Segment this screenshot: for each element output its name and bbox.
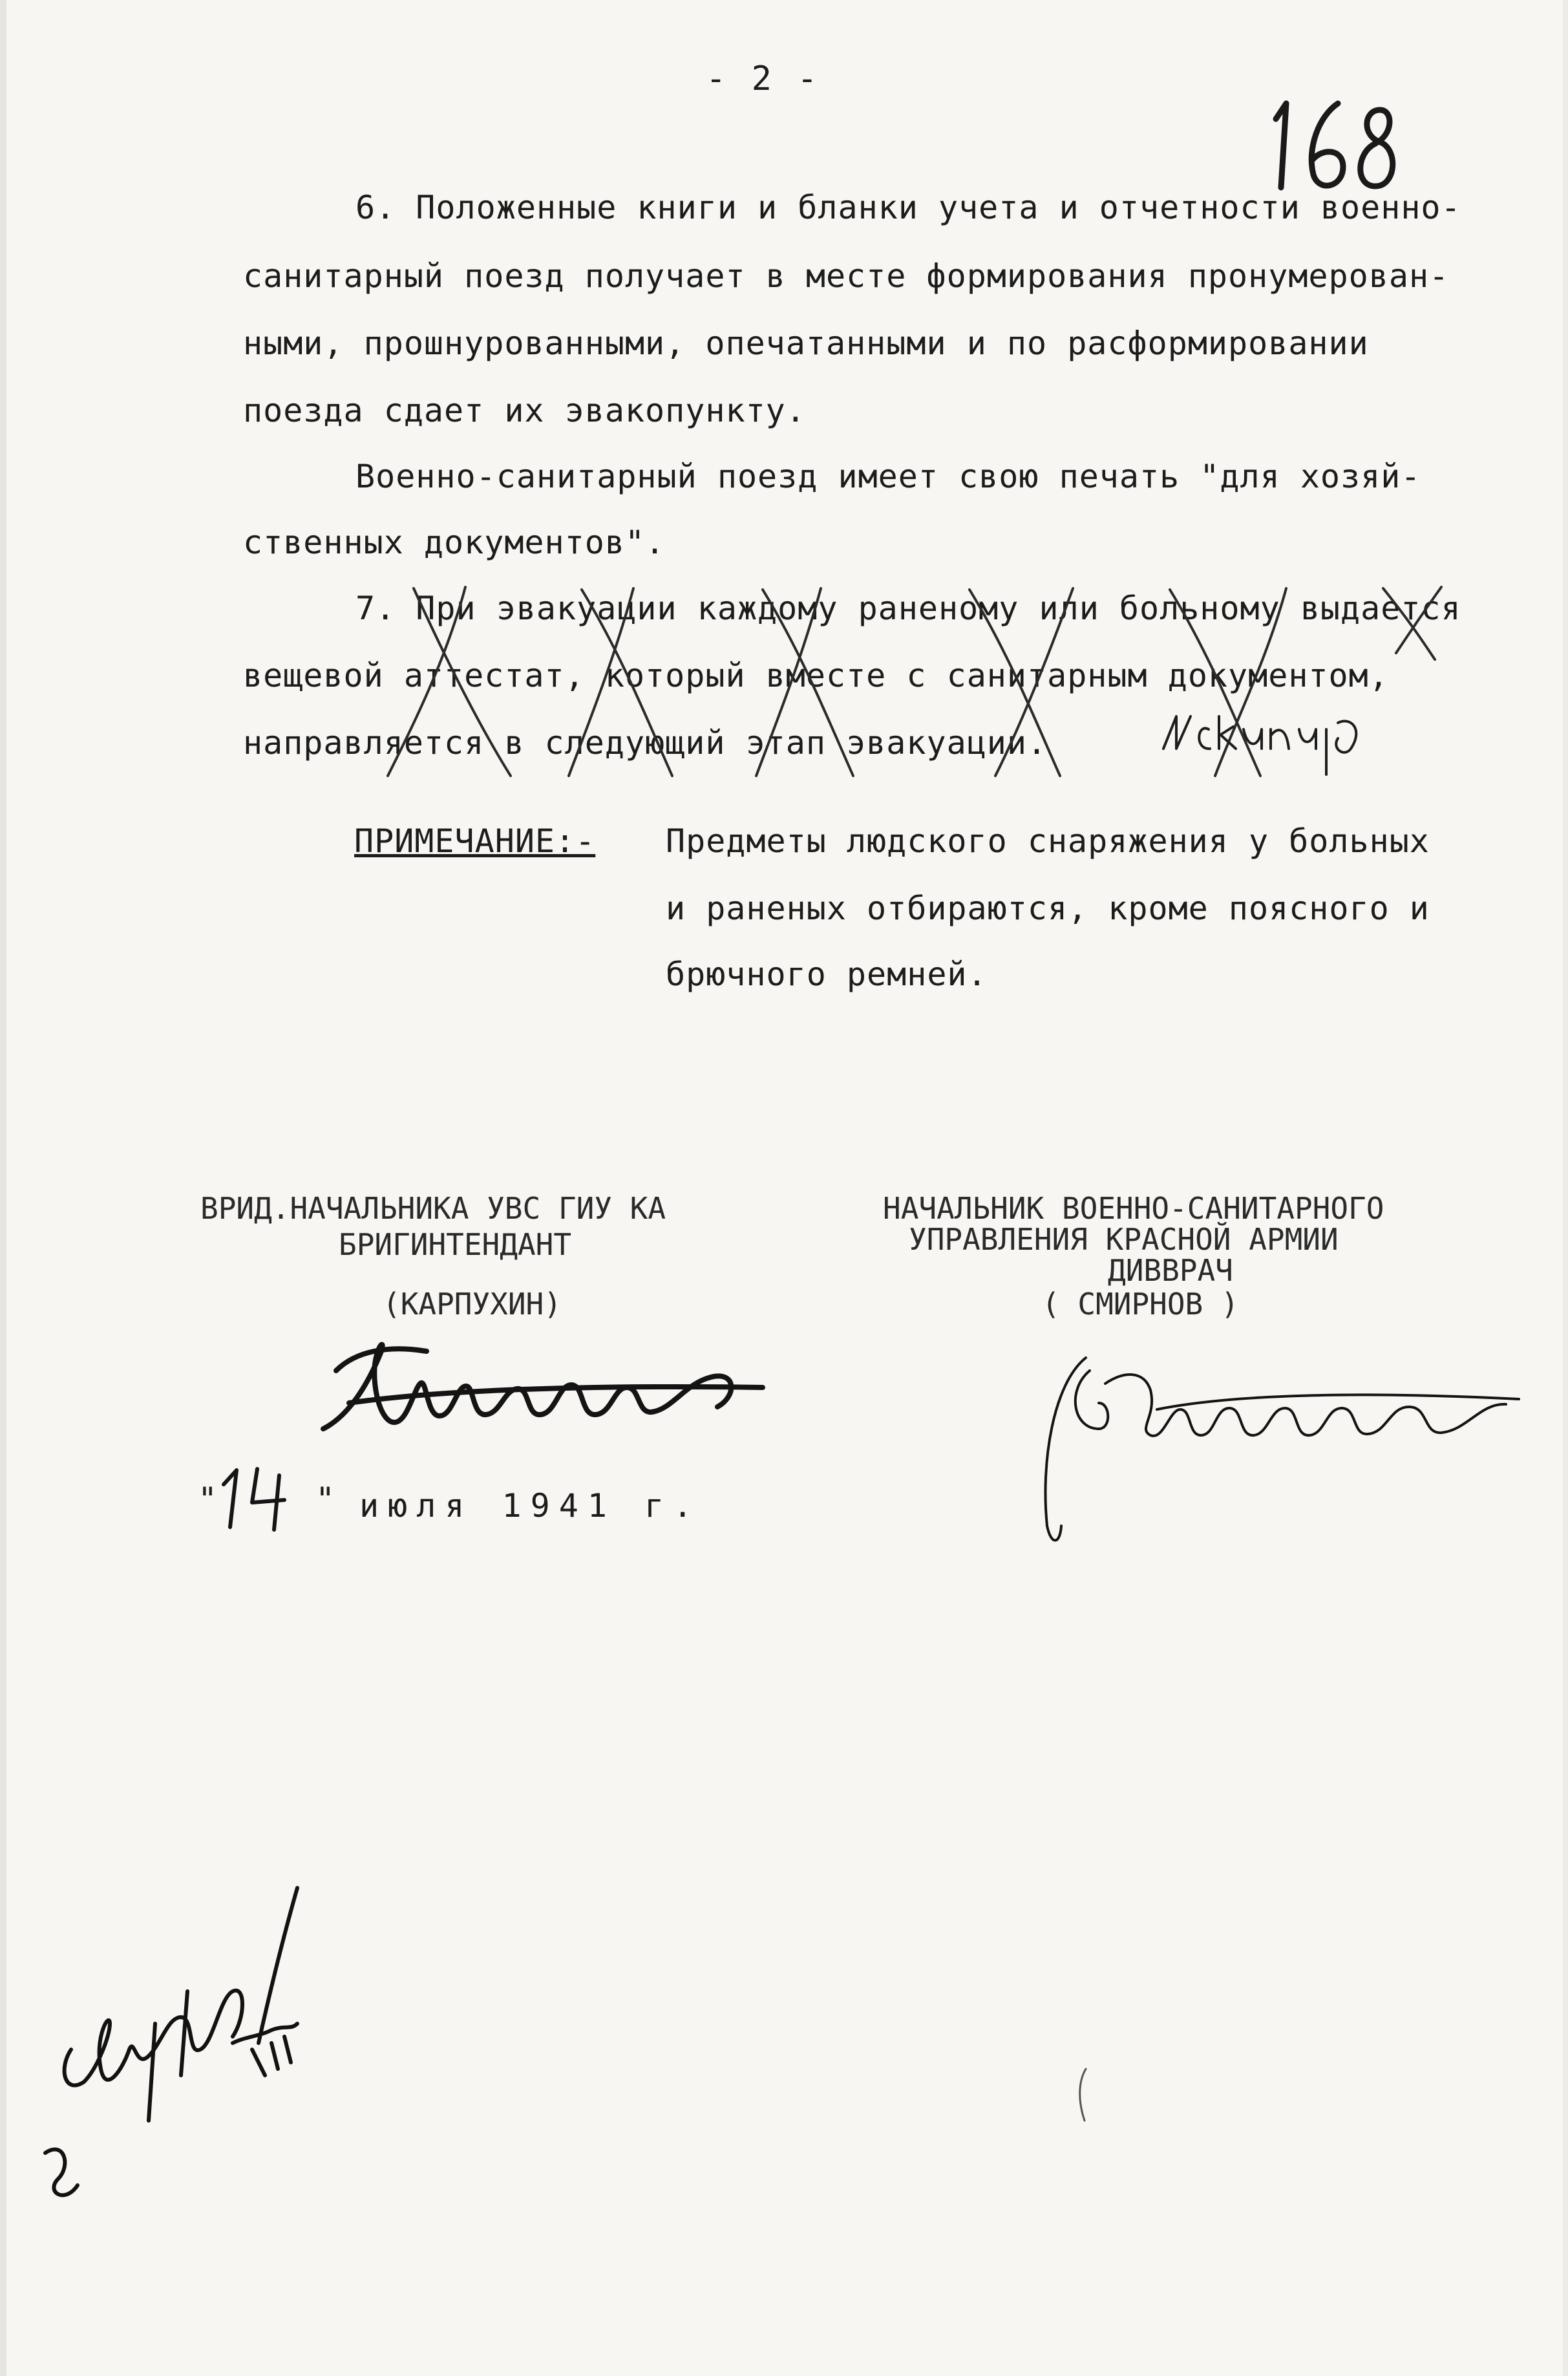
note-line-3: брючного ремней. [666, 956, 988, 993]
signatory-left-title-1: ВРИД.НАЧАЛЬНИКА УВС ГИУ КА [200, 1191, 666, 1226]
note-line-1: Предметы людского снаряжения у больных [666, 822, 1430, 860]
date-open-quote: " [198, 1481, 218, 1518]
page-number: - 2 - [706, 59, 820, 98]
paragraph-7-line-1: 7. При эвакуации каждому раненому или больному выдается [355, 590, 1461, 627]
signatory-left-name: (КАРПУХИН) [383, 1287, 562, 1322]
date-day-handwritten [217, 1462, 301, 1534]
signatory-right-name: ( СМИРНОВ ) [1042, 1287, 1239, 1322]
note-label: ПРИМЕЧАНИЕ:- [354, 822, 596, 860]
right-edge-shading [1563, 0, 1568, 2376]
signatory-right-title-1: НАЧАЛЬНИК ВОЕННО-САНИТАРНОГО [883, 1191, 1384, 1226]
paragraph-6-line-4: поезда сдает их эвакопункту. [243, 392, 806, 429]
date-close-quote: " [315, 1481, 336, 1518]
left-edge-shading [0, 0, 6, 2376]
paragraph-seal-line-2: ственных документов". [243, 524, 666, 561]
paragraph-7-line-2: вещевой аттестат, который вместе с санитарным документом, [243, 657, 1389, 694]
margin-signature [39, 1875, 375, 2211]
paragraph-6-line-3: ными, прошнурованными, опечатанными и по расформировании [243, 325, 1369, 362]
handwritten-exclude-note [1157, 703, 1377, 781]
paragraph-6-line-1: 6. Положенные книги и бланки учета и отчетности военно- [355, 189, 1461, 226]
paragraph-6-line-2: санитарный поезд получает в месте формирования пронумерован- [243, 257, 1450, 295]
note-line-2: и раненых отбираются, кроме поясного и [666, 890, 1430, 927]
date-rest: июля 1941 г. [359, 1487, 702, 1525]
signatory-right-title-3: ДИВВРАЧ [1108, 1253, 1233, 1288]
faint-mark [1073, 2062, 1092, 2127]
signatory-right-title-2: УПРАВЛЕНИЯ КРАСНОЙ АРМИИ [909, 1222, 1339, 1257]
archive-number [1267, 91, 1409, 200]
signature-right [1028, 1332, 1532, 1552]
signatory-left-title-2: БРИГИНТЕНДАНТ [339, 1227, 572, 1262]
paragraph-seal-line-1: Военно-санитарный поезд имеет свою печать "для хозяй- [355, 458, 1421, 495]
paragraph-7-line-3: направляется в следующий этап эвакуации. [243, 724, 1048, 762]
signature-left [310, 1325, 840, 1448]
